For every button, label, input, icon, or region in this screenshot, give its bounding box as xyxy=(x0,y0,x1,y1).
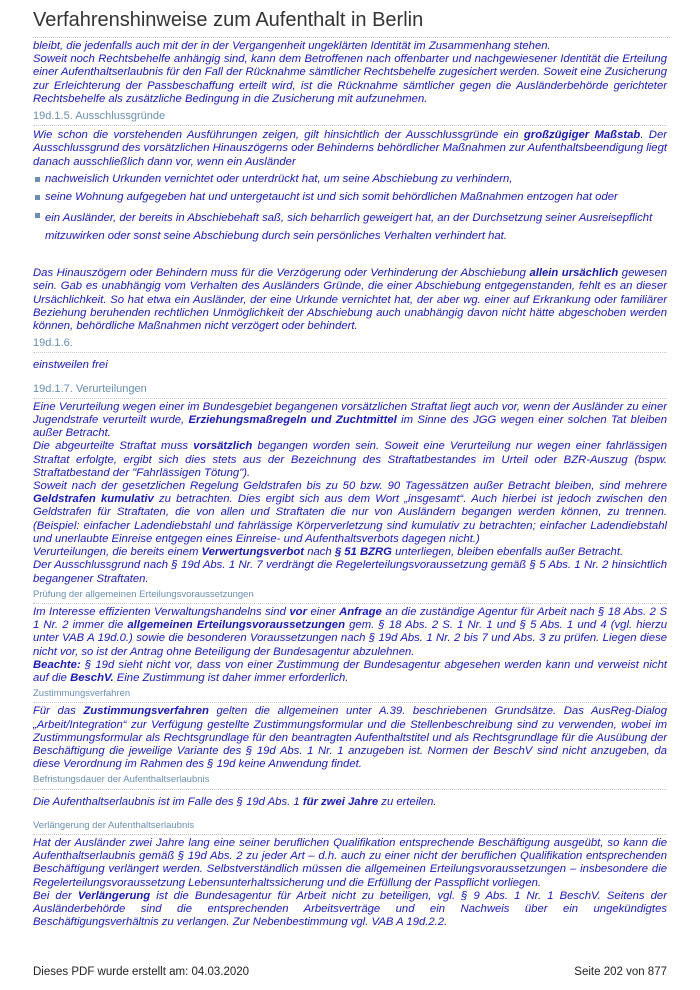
paragraph: Das Hinauszögern oder Behindern muss für die Verzögerung oder Verhinderung der Abschiebung allein ursächlich gewesen sein. Gab es unabhängig vom Verhalten des Ausländers Gründe, die einer Abschiebung entgegenstanden, fehlt es an dieser Ursächlichkeit. So hat etwa ein Ausländer, der eine Urkunde vernichtet hat, der aber wg. einer auf Erkrankung oder familiärer Beziehung beruhenden rechtlichen Unmöglichkeit der Abschiebung auch unabhängig davon nicht hätte abgeschoben werden können, behördliche Maßnahmen nicht verzögert oder behindert. xyxy=(33,267,668,333)
paragraph: einstweilen frei xyxy=(33,359,108,372)
section-heading: Prüfung der allgemeinen Erteilungsvoraussetzungen xyxy=(33,588,667,604)
paragraph: Eine Verurteilung wegen einer im Bundesgebiet begangenen vorsätzlichen Straftat liegt auch vor, wenn der Ausländer zu einer Jugendstrafe verurteilt wurde, Erziehungsmaßregeln und Zuchtmittel im Sinne des JGG wegen einer solchen Tat bleiben außer Betracht. xyxy=(33,400,667,440)
footer-page-number: Seite 202 von 877 xyxy=(574,966,667,978)
paragraph: Hat der Ausländer zwei Jahre lang eine seiner beruflichen Qualifikation entsprechende Beschäftigung ausgeübt, so kann die Aufenthaltserlaubnis gemäß § 19d Abs. 2 zu jeder Art – d.h. auch zu einer nicht der beruflichen Qualifikation entsprechenden Beschäftigung verlängert werden. Selbstverständlich müssen die allgemeinen Erteilungsvoraussetzungen – insbesondere die Regelerteilungsvoraussetzung Lebensunterhaltssicherung und die Erfüllung der Passpflicht vorliegen. xyxy=(33,836,667,889)
paragraph: Soweit noch Rechtsbehelfe anhängig sind, kann dem Betroffenen nach offenbarter und nachgewiesener Identität die Erteilung einer Aufenthaltserlaubnis für den Fall der Rücknahme sämtlicher Rechtsbehelfe zugesichert werden. Soweit eine Zusicherung zur Erleichterung der Passbeschaffung erteilt wird, ist die Rücknahme sämtlicher gegen die Ausländerbehörde gerichteter Rechtsbehelfe als zusätzliche Bedingung in die Zusicherung mit aufzunehmen. xyxy=(33,53,667,105)
document-body xyxy=(33,40,667,929)
paragraph: Beachte: § 19d sieht nicht vor, dass von einer Zustimmung der Bundesagentur abgesehen werden kann und verweist nicht auf die BeschV. Eine Zustimmung ist daher immer erforderlich. xyxy=(33,658,667,684)
paragraph: Im Interesse effizienten Verwaltungshandelns sind vor einer Anfrage an die zuständige Agentur für Arbeit nach § 18 Abs. 2 S 1 Nr. 2 immer die allgemeinen Erteilungsvoraussetzungen gem. § 18 Abs. 2 S. 1 Nr. 1 und § 5 Abs. 1 und 4 (vgl. hierzu unter VAB A 19d.0.) sowie die besonderen Voraussetzungen nach § 19d Abs. 1 Nr. 2 bis 7 und Abs. 3 zu prüfen. Liegen diese nicht vor, so ist der Antrag ohne Beteiligung der Bundesagentur abzulehnen. xyxy=(33,605,668,658)
list-item: ein Ausländer, der bereits in Abschiebehaft saß, sich beharrlich geweigert hat, an der Durchsetzung seiner Ausreisepflicht mitzuwirken oder sonst seine Abschiebung durch sein persönliches Verhalten verhindert hat. xyxy=(33,209,667,245)
section-heading: 19d.1.7. Verurteilungen xyxy=(33,383,667,399)
section-heading: Befristungsdauer der Aufenthaltserlaubnis xyxy=(33,773,667,789)
paragraph: bleibt, die jedenfalls auch mit der in der Vergangenheit ungeklärten Identität im Zusammenhang stehen. xyxy=(33,40,551,52)
section-heading: Verlängerung der Aufenthaltserlaubnis xyxy=(33,819,667,835)
page-title: Verfahrenshinweise zum Aufenthalt in Berlin xyxy=(33,9,424,31)
paragraph: Verurteilungen, die bereits einem Verwertungsverbot nach § 51 BZRG unterliegen, bleiben ebenfalls außer Betracht. xyxy=(33,546,624,559)
title-divider xyxy=(33,37,670,38)
paragraph: Die abgeurteilte Straftat muss vorsätzlich begangen worden sein. Soweit eine Verurteilung nur wegen einer fahrlässigen Straftat erfolgte, ergibt sich dies stets aus der Bezeichnung des Straftatbestandes im Urteil oder BZR-Auszug (bspw. Straftatbestand der "Fahrlässigen Tötung"). xyxy=(33,440,667,479)
bullet-list xyxy=(33,173,667,245)
section-heading: 19d.1.5. Ausschlussgründe xyxy=(33,110,667,126)
paragraph: Bei der Verlängerung ist die Bundesagentur für Arbeit nicht zu beteiligen, vgl. § 9 Abs. 1 Nr. 1 BeschV. Seitens der Ausländerbehörde sind die entsprechenden Arbeitsverträge und ein Nachweis über ein ungekündigtes Beschäftigungsverhältnis zu verlangen. Zur Nebenbestimmung vgl. VAB A 19d.2.2. xyxy=(33,889,667,929)
section-heading: Zustimmungsverfahren xyxy=(33,687,667,703)
footer-created-date: Dieses PDF wurde erstellt am: 04.03.2020 xyxy=(33,966,250,978)
bullet-icon xyxy=(35,177,40,182)
list-item: seine Wohnung aufgegeben hat und untergetaucht ist und sich somit behördlichen Maßnahmen entzogen hat oder xyxy=(33,191,667,204)
paragraph: Die Aufenthaltserlaubnis ist im Falle des § 19d Abs. 1 für zwei Jahre zu erteilen. xyxy=(33,795,437,808)
paragraph: Der Ausschlussgrund nach § 19d Abs. 1 Nr. 7 verdrängt die Regelerteilungsvoraussetzung gemäß § 5 Abs. 1 Nr. 2 hinsichtlich begangener Straftaten. xyxy=(33,559,667,585)
section-heading: 19d.1.6. xyxy=(33,337,667,353)
bullet-icon xyxy=(35,195,40,200)
paragraph: Für das Zustimmungsverfahren gelten die allgemeinen unter A.39. beschriebenen Grundsätze. Das AusReg-Dialog „Arbeit/Integration“ zur Verfügung gestellte Zustimmungsformular und die Stellenbeschreibung sind zu verwenden, wobei im Zustimmungsformular als Rechtsgrundlage für den beantragten Aufenthaltstitel und als Rechtsgrundlage für die Ausübung der Beschäftigung die jeweilige Variante des § 19d Abs. 1 Nr. 1 anzugeben ist. Normen der BeschV sind nicht anzugeben, da diese Verordnung im Rahmen des § 19d keine Anwendung findet. xyxy=(33,705,667,771)
paragraph: Soweit nach der gesetzlichen Regelung Geldstrafen bis zu 50 bzw. 90 Tagessätzen außer Betracht bleiben, sind mehrere Geldstrafen kumulativ zu betrachten. Dies ergibt sich aus dem Wort „insgesamt“. Auch hierbei ist jedoch zwischen den Geldstrafen für Straftaten, die von allen und Straftaten die nur von Ausländern begangen werden können, zu trennen. (Beispiel: einfacher Ladendiebstahl und fahrlässige Körperverletzung sind kumulativ zu betrachten; einfacher Ladendiebstahl und unerlaubte Einreise entgegen eines Einreise- und Aufenthaltsverbots dagegen nicht.) xyxy=(33,480,667,545)
list-item: nachweislich Urkunden vernichtet oder unterdrückt hat, um seine Abschiebung zu verhindern, xyxy=(33,173,667,186)
bullet-icon xyxy=(35,213,40,218)
paragraph: Wie schon die vorstehenden Ausführungen zeigen, gilt hinsichtlich der Ausschlussgründe ein großzügiger Maßstab. Der Ausschlussgrund des vorsätzlichen Hinauszögerns oder Behinderns behördlicher Maßnahmen zur Aufenthaltsbeendigung liegt danach ausschließlich dann vor, wenn ein Ausländer xyxy=(33,129,667,168)
